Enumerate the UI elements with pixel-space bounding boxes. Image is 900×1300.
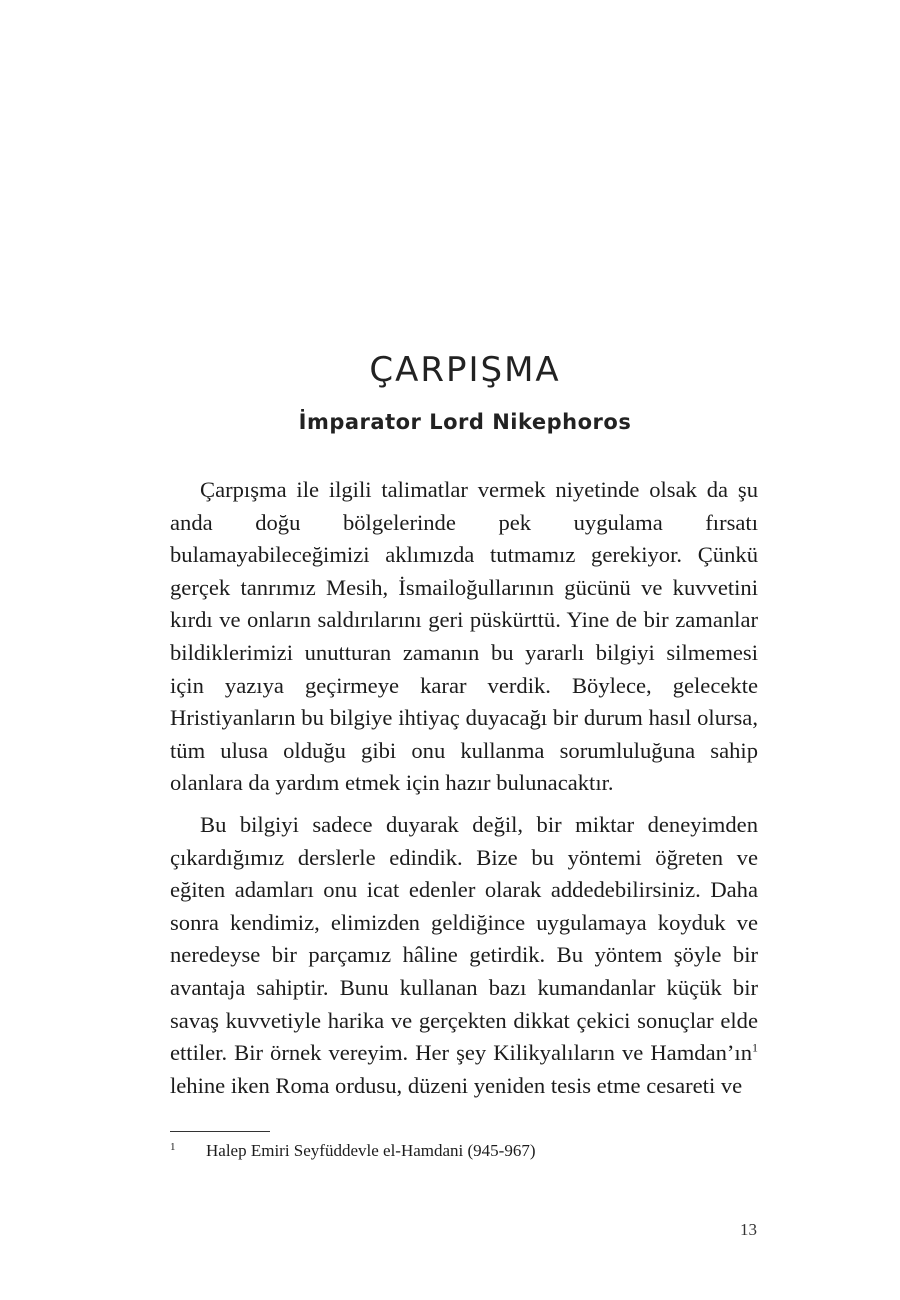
paragraph-text: Bu bilgiyi sadece duyarak değil, bir miktar deneyimden çıkardığımız derslerle edindik. Bize bu yöntemi öğreten ve eğiten adamları onu icat edenler olarak addedebilirsiniz. Daha sonra kendimiz, elimizden geldiğince uygulamaya koyduk ve neredeyse bir parçamız hâline getirdik. Bu yöntem şöyle bir avantaja sahiptir. Bunu kullanan bazı kumandanlar küçük bir savaş kuvvetiyle harika ve gerçekten dikkat çekici sonuçlar elde ettiler. Bir örnek vereyim. Her şey Kilikyalıların ve Hamdan’ın (170, 811, 758, 1066)
body-text (170, 474, 758, 1111)
paragraph: Çarpışma ile ilgili talimatlar vermek niyetinde olsak da şu anda doğu bölgelerinde pek uygulama fırsatı bulamayabileceğimizi aklımızda tutmamız gerekiyor. Çünkü gerçek tanrımız Mesih, İsmailoğullarının gücünü ve kuvvetini kırdı ve onların saldırılarını geri püskürttü. Yine de bir zamanlar bildiklerimizi unutturan zamanın bu yararlı bilgiyi silmemesi için yazıya geçirmeye karar verdik. Böylece, gelecekte Hristiyanların bu bilgiye ihtiyaç duyacağı bir durum hasıl olursa, tüm ulusa olduğu gibi onu kullanma sorumluluğuna sahip olanlara da yardım etmek için hazır bulunacaktır. (170, 477, 758, 796)
footnote-mark: 1 (170, 1141, 176, 1153)
footnote-reference: 1 (752, 1040, 758, 1055)
paragraph (170, 809, 758, 1102)
footnote-text: Halep Emiri Seyfüddevle el-Hamdani (945-967) (206, 1141, 536, 1160)
page-number: 13 (740, 1220, 757, 1239)
paragraph-text: lehine iken Roma ordusu, düzeni yeniden tesis etme cesareti ve (170, 1072, 743, 1098)
chapter-title: ÇARPIŞMA (369, 350, 561, 390)
footnote (170, 1140, 758, 1162)
chapter-subtitle: İmparator Lord Nikephoros (298, 410, 632, 434)
footnote-divider (170, 1131, 270, 1132)
